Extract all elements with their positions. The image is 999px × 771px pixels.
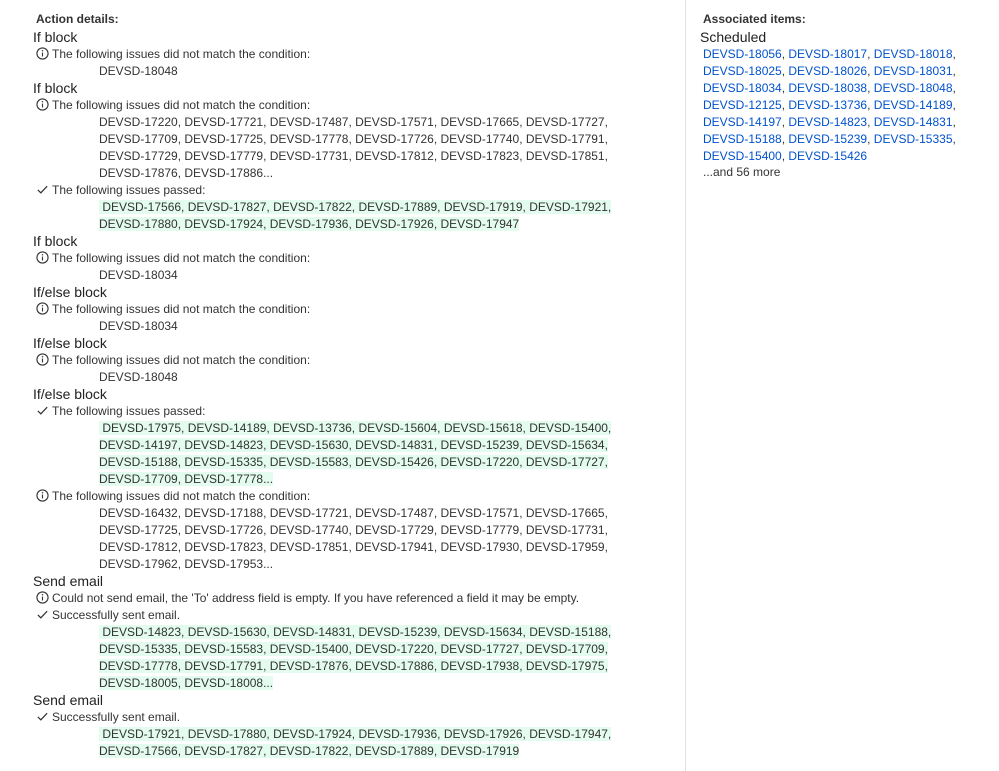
associated-items-list: DEVSD-18056, DEVSD-18017, DEVSD-18018, DEVSD-18025, DEVSD-18026, DEVSD-18031, DEVSD-18034, DEVSD-18038, DEVSD-18048, DEVSD-12125, DEVSD-13736, DEVSD-14189, DEVSD-14197, DEVSD-14823, DEVSD-14831, DEVSD-15188, DEVSD-15239, DEVSD-15335, DEVSD-15400, DEVSD-15426 [703,47,956,163]
block-title: Send email [33,692,104,708]
message-text: The following issues did not match the condition: [52,251,311,265]
issue-keys: DEVSD-18048 [99,370,178,384]
block-title: If/else block [33,386,107,402]
info-message [36,250,310,267]
associated-issue-link[interactable]: DEVSD-18038 [788,81,868,95]
info-message [36,46,310,63]
associated-issue-link[interactable]: DEVSD-18034 [703,81,782,95]
info-icon [36,47,49,60]
info-icon [36,251,49,264]
unmatched-issue-list [99,114,655,182]
unmatched-issue-list [99,369,655,386]
info-message [36,352,310,369]
unmatched-issue-list [99,267,655,284]
associated-issue-link[interactable]: DEVSD-18017 [788,47,868,61]
passed-message [36,709,180,726]
passed-message [36,403,205,420]
associated-issue-link[interactable]: DEVSD-14823 [788,115,868,129]
action-details-title: Action details: [36,12,119,26]
passed-issue-list [99,420,655,488]
issue-keys: DEVSD-17566, DEVSD-17827, DEVSD-17822, DEVSD-17889, DEVSD-17919, DEVSD-17921, DEVSD-17880, DEVSD-17924, DEVSD-17936, DEVSD-17926, DEVSD-17947 [99,200,612,231]
info-icon [36,353,49,366]
info-message [36,97,310,114]
associated-issue-link[interactable]: DEVSD-14831 [873,115,953,129]
message-text: The following issues did not match the condition: [52,353,311,367]
associated-issue-link[interactable]: DEVSD-15400 [703,149,782,163]
associated-issue-link[interactable]: DEVSD-18056 [703,47,782,61]
associated-issue-link[interactable]: DEVSD-15239 [788,132,868,146]
issue-keys: DEVSD-14823, DEVSD-15630, DEVSD-14831, DEVSD-15239, DEVSD-15634, DEVSD-15188, DEVSD-15335, DEVSD-15583, DEVSD-15400, DEVSD-17220, DEVSD-17727, DEVSD-17709, DEVSD-17778, DEVSD-17791, DEVSD-17876, DEVSD-17886, DEVSD-17938, DEVSD-17975, DEVSD-18005, DEVSD-18008... [99,625,612,690]
info-icon [36,302,49,315]
info-icon [36,98,49,111]
info-message [36,301,310,318]
associated-issue-link[interactable]: DEVSD-18031 [873,64,953,78]
message-text: The following issues passed: [52,404,206,418]
message-text: Successfully sent email. [52,710,181,724]
block-title: If block [33,233,78,249]
message-text: Could not send email, the 'To' address field is empty. If you have referenced a field it may be empty. [52,591,580,605]
block-title: If block [33,80,78,96]
associated-items-title: Associated items: [703,12,806,26]
associated-issue-link[interactable]: DEVSD-12125 [703,98,782,112]
scheduled-label: Scheduled [700,29,767,45]
passed-message [36,182,205,199]
message-text: The following issues did not match the condition: [52,489,311,503]
check-icon [36,608,49,621]
associated-issue-link[interactable]: DEVSD-14189 [873,98,953,112]
issue-keys: DEVSD-16432, DEVSD-17188, DEVSD-17721, DEVSD-17487, DEVSD-17571, DEVSD-17665, DEVSD-17725, DEVSD-17726, DEVSD-17740, DEVSD-17729, DEVSD-17779, DEVSD-17731, DEVSD-17812, DEVSD-17823, DEVSD-17851, DEVSD-17941, DEVSD-17930, DEVSD-17959, DEVSD-17962, DEVSD-17953... [99,506,608,571]
block-title: If/else block [33,335,107,351]
passed-issue-list [99,726,655,760]
message-text: The following issues did not match the condition: [52,302,311,316]
passed-issue-list [99,624,655,692]
message-text: The following issues did not match the condition: [52,98,311,112]
message-text: The following issues passed: [52,183,206,197]
unmatched-issue-list [99,318,655,335]
issue-keys: DEVSD-17220, DEVSD-17721, DEVSD-17487, DEVSD-17571, DEVSD-17665, DEVSD-17727, DEVSD-17709, DEVSD-17725, DEVSD-17778, DEVSD-17726, DEVSD-17740, DEVSD-17791, DEVSD-17729, DEVSD-17779, DEVSD-17731, DEVSD-17812, DEVSD-17823, DEVSD-17851, DEVSD-17876, DEVSD-17886... [99,115,608,180]
unmatched-issue-list [99,505,655,573]
unmatched-issue-list [99,63,655,80]
check-icon [36,710,49,723]
associated-issue-link[interactable]: DEVSD-18025 [703,64,782,78]
issue-keys: DEVSD-18034 [99,319,178,333]
block-title: If block [33,29,78,45]
associated-issue-link[interactable]: DEVSD-18048 [873,81,953,95]
check-icon [36,404,49,417]
associated-issue-link[interactable]: DEVSD-13736 [788,98,868,112]
issue-keys: DEVSD-17921, DEVSD-17880, DEVSD-17924, DEVSD-17936, DEVSD-17926, DEVSD-17947, DEVSD-17566, DEVSD-17827, DEVSD-17822, DEVSD-17889, DEVSD-17919 [99,727,612,758]
associated-issue-link[interactable]: DEVSD-14197 [703,115,782,129]
associated-issue-link[interactable]: DEVSD-15335 [873,132,953,146]
info-message [36,590,579,607]
block-title: Send email [33,573,104,589]
check-icon [36,183,49,196]
message-text: The following issues did not match the condition: [52,47,311,61]
info-icon [36,591,49,604]
associated-issue-link[interactable]: DEVSD-18026 [788,64,868,78]
info-icon [36,489,49,502]
issue-keys: DEVSD-18048 [99,64,178,78]
associated-items-panel [686,0,999,771]
associated-issue-link[interactable]: DEVSD-18018 [873,47,953,61]
passed-issue-list [99,199,655,233]
passed-message [36,607,180,624]
message-text: Successfully sent email. [52,608,181,622]
associated-issue-link[interactable]: DEVSD-15426 [788,149,868,163]
more-items-text: ...and 56 more [703,165,781,179]
issue-keys: DEVSD-17975, DEVSD-14189, DEVSD-13736, DEVSD-15604, DEVSD-15618, DEVSD-15400, DEVSD-14197, DEVSD-14823, DEVSD-15630, DEVSD-14831, DEVSD-15239, DEVSD-15634, DEVSD-15188, DEVSD-15335, DEVSD-15583, DEVSD-15426, DEVSD-17220, DEVSD-17727, DEVSD-17709, DEVSD-17778... [99,421,612,486]
associated-issue-link[interactable]: DEVSD-15188 [703,132,782,146]
info-message [36,488,310,505]
issue-keys: DEVSD-18034 [99,268,178,282]
block-title: If/else block [33,284,107,300]
